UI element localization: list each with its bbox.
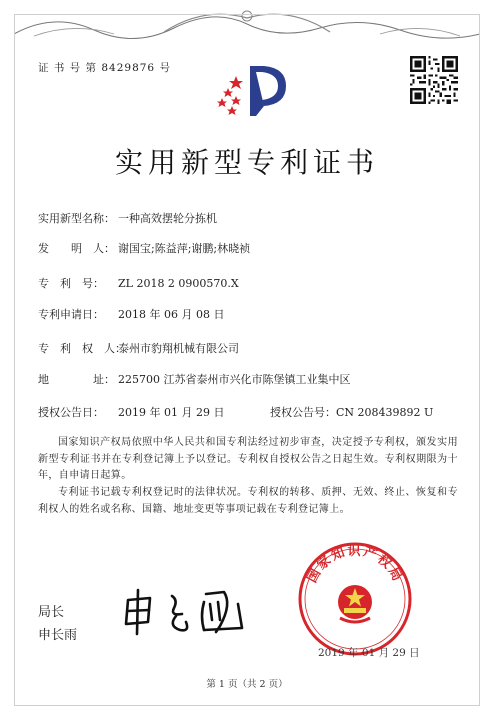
field-value: 225700 江苏省泰州市兴化市陈堡镇工业集中区 bbox=[118, 373, 351, 386]
seal-date: 2019 年 01 月 29 日 bbox=[318, 647, 420, 659]
field-value: CN 208439892 U bbox=[336, 406, 434, 419]
field-patent-number bbox=[38, 275, 239, 291]
field-value: 泰州市豹翔机械有限公司 bbox=[118, 342, 239, 355]
qr-code bbox=[410, 56, 458, 104]
field-value: 2018 年 06 月 08 日 bbox=[118, 308, 225, 321]
field-label: 实用新型名称： bbox=[38, 212, 115, 225]
director-title: 局长 bbox=[38, 605, 65, 620]
field-label: 授权公告号： bbox=[270, 406, 336, 419]
seal-text: 国家知识产权局 bbox=[304, 543, 406, 586]
field-value: 谢国宝;陈益萍;谢鹏;林晓祯 bbox=[118, 242, 251, 255]
field-label: 专 利 号： bbox=[38, 277, 104, 290]
field-label: 授权公告日： bbox=[38, 406, 104, 419]
field-utility-model-name bbox=[38, 210, 217, 226]
field-value: 一种高效摆轮分拣机 bbox=[118, 212, 217, 225]
paragraph-legal-status: 专利证书记载专利权登记时的法律状况。专利权的转移、质押、无效、终止、恢复和专利权人的姓名或名称、国籍、地址变更等事项记载在专利登记簿上。 bbox=[38, 487, 458, 515]
field-grant-date bbox=[38, 404, 433, 420]
svg-text:国家知识产权局 bbox=[304, 543, 405, 586]
field-label: 专利申请日： bbox=[38, 308, 104, 321]
field-patentee bbox=[38, 340, 239, 356]
field-label: 发 明 人： bbox=[38, 242, 115, 255]
field-inventors bbox=[38, 240, 250, 256]
certificate-number: 证 书 号 第 8429876 号 bbox=[38, 62, 171, 74]
field-value: ZL 2018 2 0900570.X bbox=[118, 277, 239, 290]
field-value: 2019 年 01 月 29 日 bbox=[118, 406, 225, 419]
page-indicator: 第 1 页（共 2 页） bbox=[206, 679, 288, 690]
field-application-date bbox=[38, 306, 224, 322]
official-seal-icon bbox=[296, 540, 414, 658]
cnipa-logo-icon bbox=[206, 62, 292, 120]
field-label: 专 利 权 人： bbox=[38, 342, 126, 355]
director-name: 申长雨 bbox=[38, 628, 78, 643]
paragraph-grant-statement: 国家知识产权局依照中华人民共和国专利法经过初步审查，决定授予专利权，颁发实用新型专利证书并在专利登记簿上予以登记。专利权自授权公告之日起生效。专利权期限为十年，自申请日起算。 bbox=[38, 437, 458, 481]
field-address bbox=[38, 371, 351, 387]
director-signature bbox=[120, 586, 260, 638]
page-title: 实用新型专利证书 bbox=[114, 146, 379, 179]
field-label: 地 址： bbox=[38, 373, 115, 386]
